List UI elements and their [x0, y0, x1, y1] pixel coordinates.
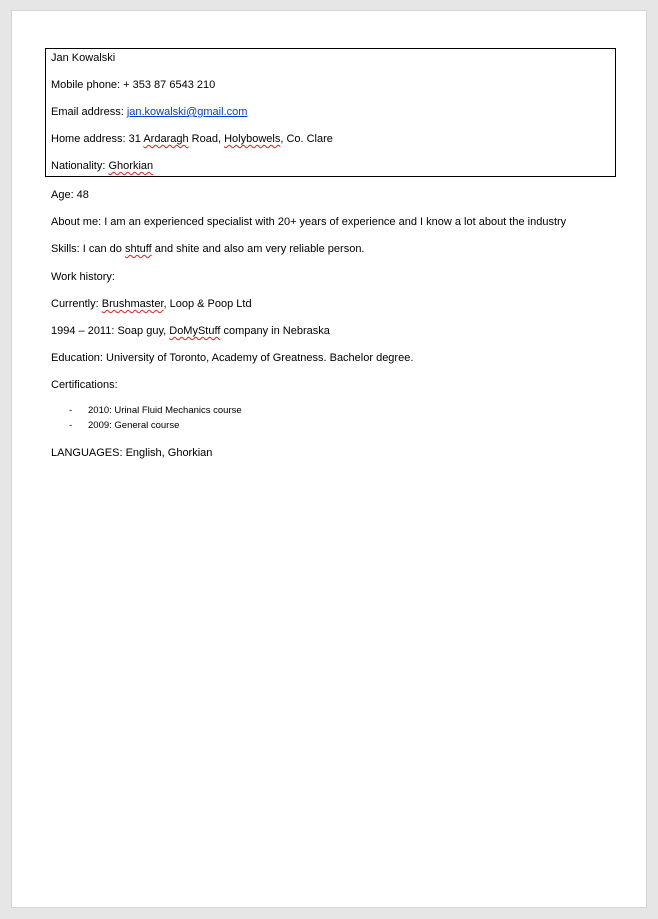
email-line	[51, 105, 247, 119]
address-mid: Road,	[188, 133, 225, 145]
home-address-label: Home address: 31	[51, 133, 144, 145]
languages-line: LANGUAGES: English, Ghorkian	[51, 447, 213, 459]
currently-rest: , Loop & Poop Ltd	[163, 298, 252, 310]
address-town-misspelled: Holybowels	[224, 133, 281, 145]
mobile-phone-line	[51, 78, 215, 92]
job-1994-line	[51, 324, 330, 338]
skills-pre: Skills: I can do	[51, 243, 125, 255]
job-1994-company-misspelled: DoMyStuff	[169, 325, 221, 337]
certification-item	[69, 420, 179, 432]
currently-label: Currently:	[51, 298, 102, 310]
nationality-label: Nationality:	[51, 160, 109, 172]
skills-line	[51, 242, 365, 256]
document-page	[11, 10, 647, 908]
currently-company-misspelled: Brushmaster	[101, 298, 164, 310]
address-street-misspelled: Ardaragh	[143, 133, 189, 145]
work-history-heading: Work history:	[51, 271, 115, 283]
mobile-phone-label: Mobile phone:	[51, 79, 124, 91]
email-label: Email address:	[51, 106, 127, 118]
currently-line	[51, 297, 252, 311]
nationality-value-misspelled: Ghorkian	[108, 160, 154, 172]
education-line: Education: University of Toronto, Academy of Greatness. Bachelor degree.	[51, 352, 414, 364]
skills-post: and shite and also am very reliable person.	[151, 243, 365, 255]
job-1994-pre: 1994 – 2011: Soap guy,	[51, 325, 170, 337]
email-link[interactable]: jan.kowalski@gmail.com	[126, 106, 248, 118]
certification-text: 2009: General course	[88, 420, 180, 431]
certification-item	[69, 405, 242, 417]
bullet-dash: -	[69, 420, 73, 431]
certifications-heading: Certifications:	[51, 379, 118, 391]
certification-text: 2010: Urinal Fluid Mechanics course	[88, 405, 242, 416]
mobile-phone-value: + 353 87 6543 210	[123, 79, 216, 91]
home-address-line	[51, 132, 333, 146]
age-line: Age: 48	[51, 189, 89, 201]
address-tail: , Co. Clare	[280, 133, 333, 145]
job-1994-post: company in Nebraska	[220, 325, 330, 337]
document-content[interactable]	[12, 11, 646, 907]
skills-word-misspelled: shtuff	[124, 243, 152, 255]
bullet-dash: -	[69, 405, 73, 416]
about-me-line: About me: I am an experienced specialist with 20+ years of experience and I know a lot about the industry	[51, 216, 567, 228]
name-line: Jan Kowalski	[51, 52, 116, 64]
nationality-line	[51, 159, 153, 173]
